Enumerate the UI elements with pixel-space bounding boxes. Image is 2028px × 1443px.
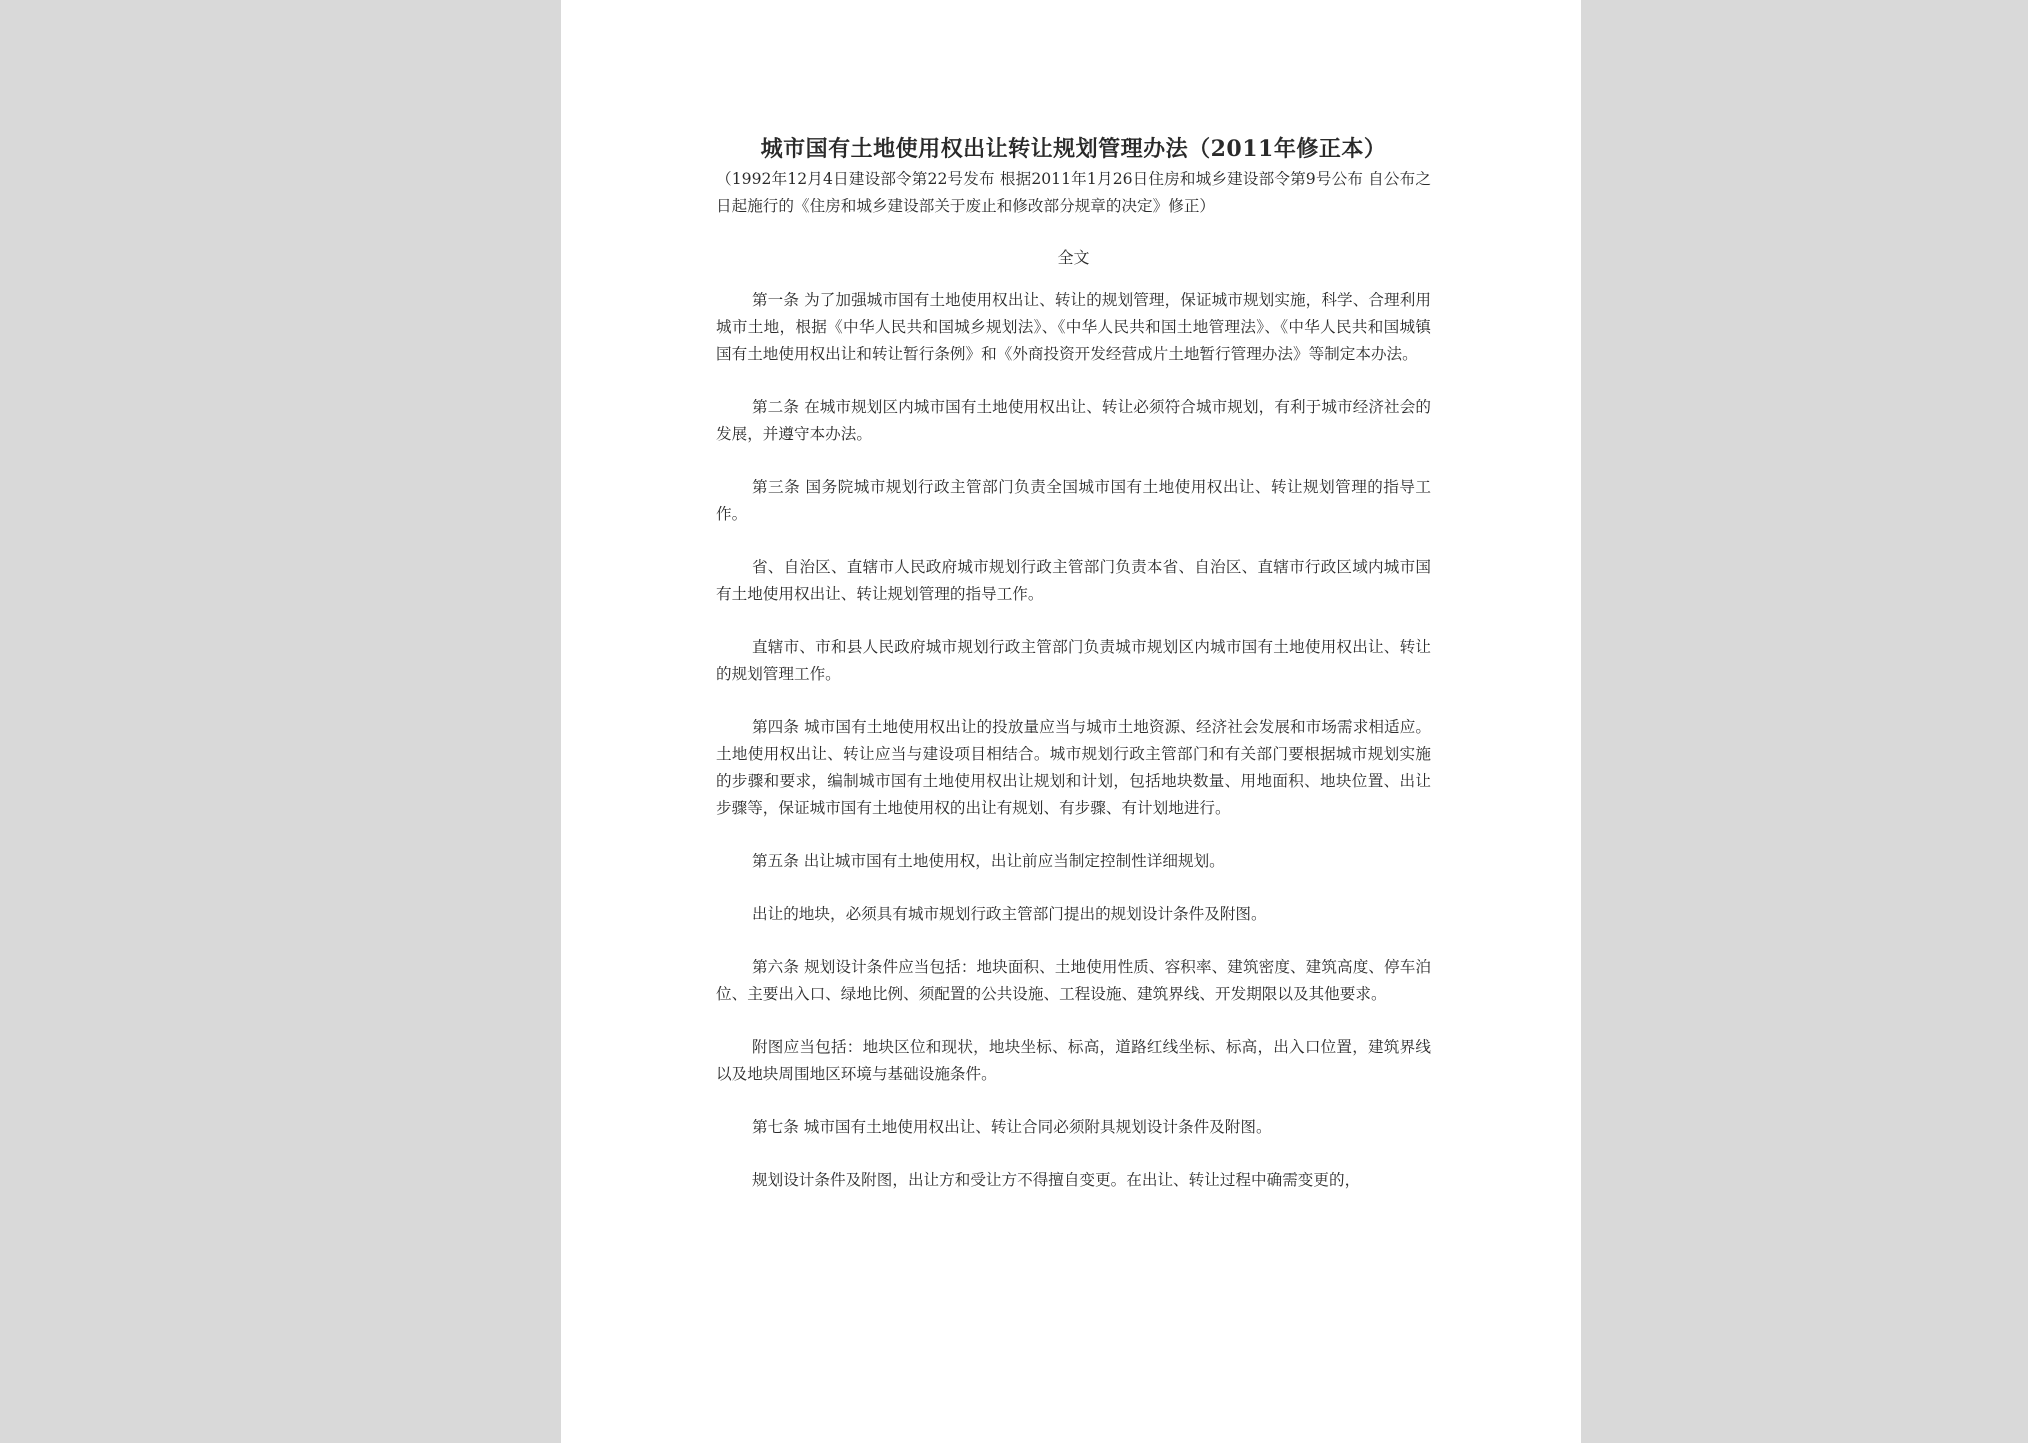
article-5-paragraph-2: 出让的地块，必须具有城市规划行政主管部门提出的规划设计条件及附图。: [752, 905, 1267, 923]
article-1: 第一条 为了加强城市国有土地使用权出让、转让的规划管理，保证城市规划实施，科学、合理利用城市土地，根据《中华人民共和国城乡规划法》、《中华人民共和国土地管理法》、《中华人民共和国城镇国有土地使用权出让和转让暂行条例》和《外商投资开发经营成片土地暂行管理办法》等制定本办法。: [716, 291, 1431, 363]
article-6-paragraph-2: 附图应当包括：地块区位和现状，地块坐标、标高，道路红线坐标、标高，出入口位置，建筑界线以及地块周围地区环境与基础设施条件。: [716, 1038, 1431, 1083]
document-subtitle: （1992年12月4日建设部令第22号发布 根据2011年1月26日住房和城乡建设部令第9号公布 自公布之日起施行的《住房和城乡建设部关于废止和修改部分规章的决定》修正）: [716, 170, 1431, 215]
document-page: [561, 0, 1581, 1443]
document-title: 城市国有土地使用权出让转让规划管理办法（2011年修正本）: [760, 136, 1387, 162]
article-4: 第四条 城市国有土地使用权出让的投放量应当与城市土地资源、经济社会发展和市场需求相适应。土地使用权出让、转让应当与建设项目相结合。城市规划行政主管部门和有关部门要根据城市规划实施的步骤和要求，编制城市国有土地使用权出让规划和计划，包括地块数量、用地面积、地块位置、出让步骤等，保证城市国有土地使用权的出让有规划、有步骤、有计划地进行。: [716, 718, 1431, 817]
article-3: 第三条 国务院城市规划行政主管部门负责全国城市国有土地使用权出让、转让规划管理的指导工作。: [716, 478, 1431, 523]
article-2: 第二条 在城市规划区内城市国有土地使用权出让、转让必须符合城市规划，有利于城市经济社会的发展，并遵守本办法。: [716, 398, 1431, 443]
article-7-paragraph-2: 规划设计条件及附图，出让方和受让方不得擅自变更。在出让、转让过程中确需变更的，: [752, 1171, 1361, 1189]
article-5: 第五条 出让城市国有土地使用权，出让前应当制定控制性详细规划。: [752, 852, 1225, 870]
article-3-paragraph-2: 省、自治区、直辖市人民政府城市规划行政主管部门负责本省、自治区、直辖市行政区域内城市国有土地使用权出让、转让规划管理的指导工作。: [716, 558, 1431, 603]
article-7: 第七条 城市国有土地使用权出让、转让合同必须附具规划设计条件及附图。: [752, 1118, 1272, 1136]
page-content: [716, 132, 1431, 1220]
article-3-paragraph-3: 直辖市、市和县人民政府城市规划行政主管部门负责城市规划区内城市国有土地使用权出让、转让的规划管理工作。: [716, 638, 1431, 683]
article-6: 第六条 规划设计条件应当包括：地块面积、土地使用性质、容积率、建筑密度、建筑高度、停车泊位、主要出入口、绿地比例、须配置的公共设施、工程设施、建筑界线、开发期限以及其他要求。: [716, 958, 1431, 1003]
section-heading: 全文: [1057, 248, 1090, 267]
